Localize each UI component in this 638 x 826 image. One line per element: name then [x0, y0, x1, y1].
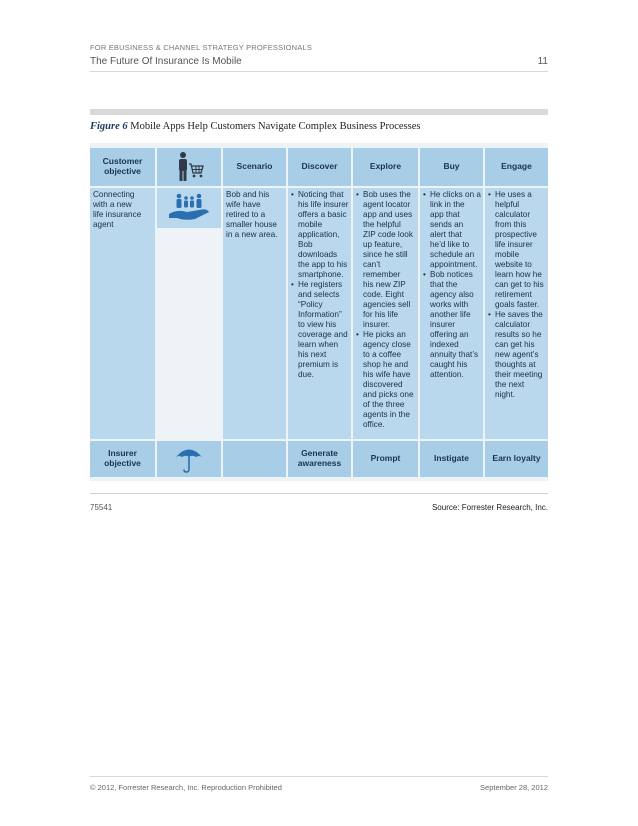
text-line: from this [495, 220, 527, 229]
insurer-discover-cell [288, 441, 351, 477]
text-line: coverage and [298, 330, 348, 339]
text-line: • He registers [298, 280, 343, 289]
text-line: the app to his [298, 260, 348, 269]
buy-bullet [423, 270, 480, 380]
document-title: The Future Of Insurance Is Mobile [90, 56, 242, 67]
header-kicker: FOR EBUSINESS & CHANNEL STRATEGY PROFESSIONALS [90, 43, 313, 52]
family-icon-cell [157, 188, 221, 228]
text-line: alert that [430, 230, 462, 239]
text-line: indexed [430, 340, 459, 349]
text-line: code. Eight [363, 290, 404, 299]
text-line: and picks one [363, 390, 414, 399]
text-line: downloads [298, 250, 338, 259]
text-line: Information” [298, 310, 342, 319]
explore-cell [353, 148, 418, 186]
text-line: life insurer [495, 240, 533, 249]
text-line: • He saves the [495, 310, 543, 319]
text-line: their meeting [495, 370, 543, 379]
text-line: Bob [298, 240, 313, 249]
text-line: agent [93, 220, 114, 229]
text-line: insurer. [363, 320, 390, 329]
text-line: agency close [363, 340, 411, 349]
figure-source: Source: Forrester Research, Inc. [431, 503, 548, 512]
buy-text [420, 188, 483, 439]
text-line: with a new [93, 200, 132, 209]
text-line: that the [430, 280, 458, 289]
insurer-explore-cell [353, 441, 418, 477]
scenario-cell [223, 148, 286, 186]
figure-id: 75541 [90, 503, 113, 512]
customer-objective-text [90, 188, 155, 439]
text-line: • Bob notices [430, 270, 473, 279]
text-line: Connecting [93, 190, 135, 199]
insurer-engage-cell [485, 441, 548, 477]
text-line: • Noticing that [298, 190, 344, 199]
discover-cell [288, 148, 351, 186]
engage-cell [485, 148, 548, 186]
text-line: mobile [495, 250, 520, 259]
figure-rule [90, 493, 548, 494]
insurer-objective-engage: Earn loyalty [492, 453, 541, 464]
figure-band [90, 109, 548, 115]
text-line: offers a basic [298, 210, 347, 219]
column-header-buy: Buy [443, 161, 460, 172]
text-line: new agent’s [495, 350, 539, 359]
text-line: appointment. [430, 260, 478, 269]
text-line: app that [430, 210, 460, 219]
text-line: discovered [363, 380, 403, 389]
family-in-hand-icon [167, 192, 211, 222]
text-line: ZIP code look [363, 230, 413, 239]
engage-text [485, 188, 548, 439]
text-line: night. [495, 390, 516, 399]
text-line: his life insurer [298, 200, 349, 209]
figure-caption-text: Mobile Apps Help Customers Navigate Complex Business Processes [130, 121, 421, 132]
umbrella-icon [174, 444, 204, 474]
text-line: offering an [430, 330, 469, 339]
text-line: mobile [298, 220, 323, 229]
text-line: application, [298, 230, 340, 239]
explore-bullet [356, 330, 415, 430]
text-line: learn how he [495, 270, 542, 279]
scenario-text [223, 188, 286, 439]
text-line: remember [363, 270, 401, 279]
text-line: retired to a [226, 210, 266, 219]
insurer-objective-discover: Generate awareness [297, 448, 342, 468]
insurer-objective-explore: Prompt [370, 453, 401, 464]
header-row [90, 148, 548, 186]
text-line: annuity that’s [430, 350, 479, 359]
text-line: his wife have [363, 370, 411, 379]
header-rule [90, 71, 548, 72]
text-line: • He clicks on a [430, 190, 481, 199]
text-line: office. [363, 420, 385, 429]
text-line: agencies sell [363, 300, 411, 309]
figure-label: Figure 6 [90, 121, 128, 132]
text-line: website to [495, 260, 532, 269]
text-line: works with [430, 300, 469, 309]
text-line: • Bob uses the [363, 190, 411, 199]
engage-bullet [488, 190, 545, 310]
shopper-cell [157, 148, 221, 186]
text-line: agent locator [363, 200, 411, 209]
column-header-discover: Discover [301, 161, 338, 172]
column-header-engage: Engage [501, 161, 532, 172]
text-line: calculator [495, 320, 531, 329]
insurer-row [90, 441, 548, 477]
figure-caption [90, 121, 420, 132]
umbrella-cell [157, 441, 221, 477]
text-line: app and uses [363, 210, 413, 219]
journey-figure [90, 143, 548, 481]
text-line: smartphone. [298, 270, 344, 279]
page-number: 11 [537, 56, 548, 67]
copyright-notice: © 2012, Forrester Research, Inc. Reproduction Prohibited [90, 783, 282, 792]
buy-cell [420, 148, 483, 186]
text-line: insurer [430, 320, 456, 329]
text-line: for his life [363, 310, 399, 319]
text-line: caught his [430, 360, 468, 369]
customer-objective-label: Customer objective [90, 148, 155, 186]
text-line: attention. [430, 370, 464, 379]
text-line: “Policy [298, 300, 323, 309]
insurer-objective-label: Insurer objective [90, 441, 155, 477]
discover-bullet [291, 190, 348, 280]
text-line: premium is [298, 360, 339, 369]
text-line: of the three [363, 400, 405, 409]
text-line: learn when [298, 340, 339, 349]
text-line: shop he and [363, 360, 409, 369]
text-line: can get his [495, 340, 535, 349]
discover-text [288, 188, 351, 439]
insurer-objective-buy: Instigate [434, 453, 469, 464]
engage-bullet [488, 310, 545, 400]
text-line: • He uses a [495, 190, 532, 199]
text-line: retirement [495, 290, 532, 299]
text-line: link in the [430, 200, 465, 209]
text-line: thoughts at [495, 360, 536, 369]
discover-bullet [291, 280, 348, 380]
insurer-buy-cell [420, 441, 483, 477]
column-header-scenario: Scenario [236, 161, 273, 172]
text-line: another life [430, 310, 471, 319]
explore-text [353, 188, 418, 439]
text-line: the next [495, 380, 525, 389]
text-line: up feature, [363, 240, 403, 249]
text-line: the helpful [363, 220, 401, 229]
text-line: goals faster. [495, 300, 540, 309]
text-line: to view his [298, 320, 337, 329]
text-line: due. [298, 370, 314, 379]
text-line: can’t [363, 260, 381, 269]
text-line: in a new area. [226, 230, 278, 239]
text-line: life insurance [93, 210, 142, 219]
text-line: sends an [430, 220, 464, 229]
text-line: and selects [298, 290, 340, 299]
text-line: calculator [495, 210, 531, 219]
text-line: he’d like to [430, 240, 470, 249]
publication-date: September 28, 2012 [480, 783, 548, 792]
text-line: agency also [430, 290, 474, 299]
column-header-explore: Explore [369, 161, 402, 172]
text-line: agents in the [363, 410, 410, 419]
explore-bullet [356, 190, 415, 330]
insurer-scenario-cell [223, 441, 286, 477]
buy-bullet [423, 190, 480, 270]
text-line: prospective [495, 230, 537, 239]
person-with-cart-icon [174, 151, 204, 183]
text-line: schedule an [430, 250, 475, 259]
text-line: helpful [495, 200, 520, 209]
text-line: Bob and his [226, 190, 270, 199]
footer-rule [90, 776, 548, 777]
customer-row [90, 188, 548, 439]
text-line: results so he [495, 330, 542, 339]
text-line: his next [298, 350, 327, 359]
text-line: since he still [363, 250, 408, 259]
text-line: wife have [226, 200, 261, 209]
text-line: • He picks an [363, 330, 406, 339]
text-line: his new ZIP [363, 280, 406, 289]
text-line: can get to his [495, 280, 544, 289]
text-line: to a coffee [363, 350, 402, 359]
text-line: smaller house [226, 220, 277, 229]
